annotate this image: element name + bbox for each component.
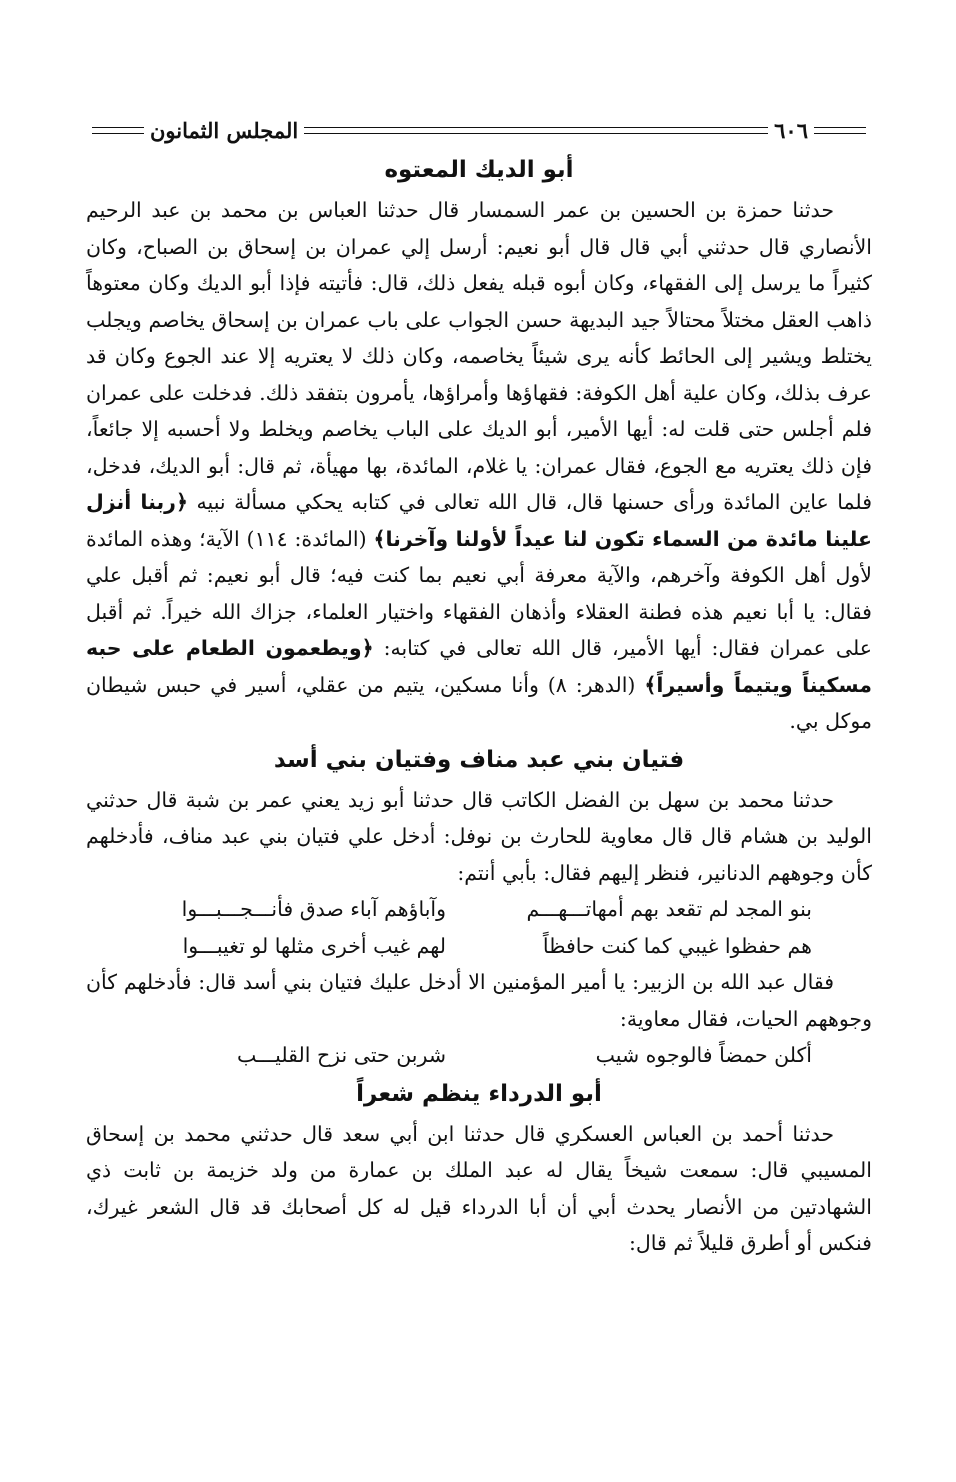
poem-hemistich-second: لهم غيب أخرى مثلها لو تغيبـــوا: [182, 933, 446, 958]
section-heading: فتيان بني عبد مناف وفتيان بني أسد: [273, 746, 685, 773]
poem-hemistich-second: وآباؤهم آباء صدق فأنـــجـــبـــوا: [181, 897, 446, 921]
poem-hemistich-second: شربن حتى نزح القليـــب: [237, 1043, 446, 1067]
poem-verse: [86, 1037, 872, 1074]
page-number: ٦٠٦: [774, 117, 808, 143]
poem-verse: [86, 928, 872, 965]
running-header: [86, 112, 872, 148]
header-rule-left: [92, 127, 144, 134]
document-page: [86, 112, 872, 1262]
section-paragraph: فقال عبد الله بن الزبير: يا أمير المؤمنين الا أدخل عليك فتيان بني أسد قال: فأدخلهم كأن وجوههم الحيات، فقال معاوية:: [86, 970, 872, 1031]
header-rule-middle: [304, 127, 768, 134]
paragraph-text: حدثنا حمزة بن الحسين بن عمر السمسار قال حدثنا العباس بن محمد بن عبد الرحيم الأنصاري قال حدثني أبي قال قال أبو نعيم: أرسل إلي عمران بن إسحاق بن الصباح، وكان كثيراً ما يرسل إلى الفقهاء، وكان أبوه قبله يفعل ذلك، قال: فأتيته فإذا أبو الديك وكان معتوهاً ذاهب العقل مختلاً محتالاً جيد البديهة حسن الجواب على باب عمران بن إسحاق يخاصم ويجلب يختلط ويشير إلى الحائط كأنه يرى شيئاً يخاصمه، وكان ذلك لا يعتريه إلا عند الجوع وكان قد عرف بذلك، وكان علية أهل الكوفة: فقهاؤها وأمراؤها، يأمرون بتفقد ذلك. فدخلت على عمران فلم أجلس حتى قلت له: أيها الأمير، أبو الديك على الباب يخاصم ويخلط ولا أحسبه إلا جائعاً، فإن ذلك يعتريه مع الجوع، فقال عمران: يا غلام، المائدة، بها مهيأة، ثم قال: أبو الديك، فدخل، فلما عاين المائدة ورأى حسنها قال، قال الله تعالى في كتابه يحكي مسألة نبيه: [86, 198, 872, 514]
paragraph-text: (الدهر: ٨) وأنا مسكين، يتيم من عقلي، أسير في حبس شيطان موكل بي.: [86, 672, 872, 733]
poem-verse: [86, 891, 872, 928]
poem-hemistich-first: بنو المجد لم تقعد بهم أمهاتـــهـــم: [526, 897, 812, 921]
section-heading: أبو الديك المعتوه: [384, 157, 574, 183]
paragraph-text: (المائدة: ١١٤) الآية؛ وهذه المائدة لأول أهل الكوفة وآخرهم، والآية معرفة أبي نعيم بما كنت فيه؛ قال أبو نعيم: ثم أقبل علي فقال: يا أبا نعيم هذه فطنة العقلاء وأذهان الفقهاء واختيار العلماء، جزاك الله خيراً. ثم أقبل على عمران فقال: أيها الأمير، قال الله تعالى في كتابه:: [86, 526, 872, 660]
section-heading: أبو الدرداء ينظم شعراً: [356, 1080, 602, 1107]
chapter-title: المجلس الثمانون: [150, 117, 299, 143]
section-paragraph: حدثنا محمد بن سهل بن الفضل الكاتب قال حدثنا أبو زيد يعني عمر بن شبة قال حدثني الوليد بن هشام قال قال معاوية للحارث بن نوفل: أدخل علي فتيان بني عبد مناف، فأدخلهم كأن وجوههم الدنانير، فنظر إليهم فقال: بأبي أنتم:: [86, 787, 872, 885]
section-paragraph: حدثنا أحمد بن العباس العسكري قال حدثنا ابن أبي سعد قال حدثني محمد بن إسحاق المسيبي قال: سمعت شيخاً يقال له عبد الملك بن عمارة من ولد خزيمة بن ثابت ذي الشهادتين من الأنصار يحدث أبي أن أبا الدرداء قيل له كل أصحابك قد قال الشعر غيرك، فنكس أو أطرق قليلاً ثم قال:: [86, 1121, 872, 1255]
quran-verse: ﴿ويطعمون الطعام على حبه مسكيناً ويتيماً وأسيراً﴾: [86, 636, 872, 697]
header-rule-right: [814, 127, 866, 134]
poem-hemistich-first: أكلن حمضاً فالوجوه شيب: [595, 1043, 812, 1067]
section-paragraph: [86, 192, 872, 740]
quran-verse: ﴿ربنا أنزل علينا مائدة من السماء تكون لنا عيداً لأولنا وآخرنا﴾: [86, 490, 872, 551]
poem-hemistich-first: هم حفظوا غيبي كما كنت حافظاً: [542, 933, 812, 958]
